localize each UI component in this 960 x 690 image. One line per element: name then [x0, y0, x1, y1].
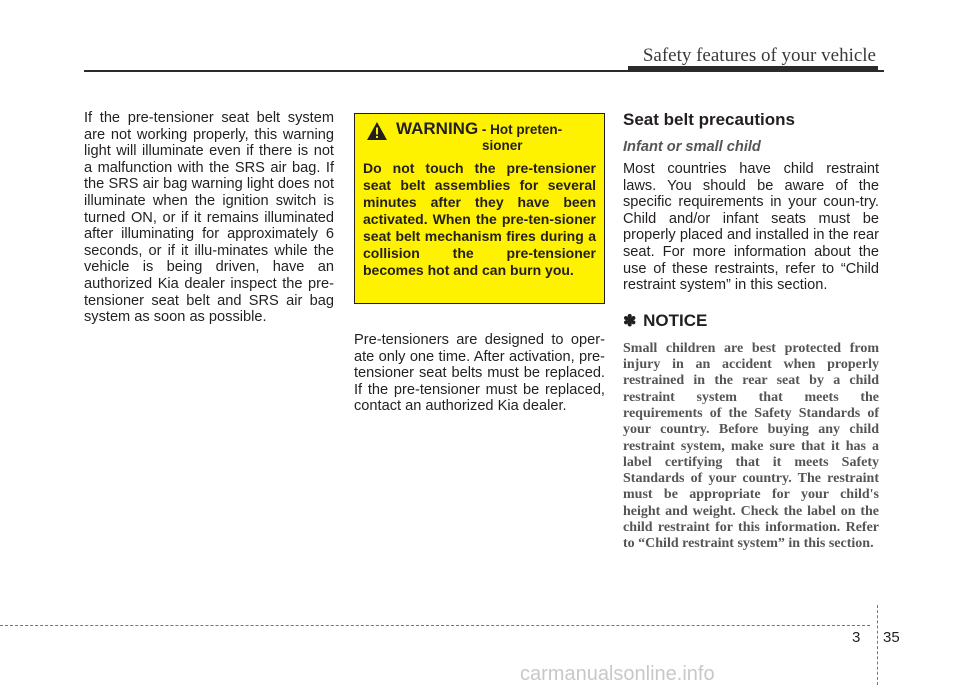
warning-triangle-icon	[366, 121, 388, 141]
notice-label: NOTICE	[643, 310, 708, 330]
body-paragraph: If the pre-tensioner seat belt system are not working properly, this warning light will illuminate even if there is not a malfunction with the SRS air bag. If the SRS air bag warning light does not illuminate when the ignition switch is turned ON, or if it remains illuminated after illuminating for approximately 6 seconds, or if it illu-minates while the vehicle is being driven, have an authorized Kia dealer inspect the pre-tensioner seat belt and SRS air bag system as soon as possible.	[84, 110, 334, 326]
warning-title	[396, 121, 562, 154]
warning-text: Do not touch the pre-tensioner seat belt assemblies for several minutes after they have been activated. When the pre-ten-sioner seat belt mechanism fires during a collision the pre-tensioner becomes hot and can burn you.	[363, 160, 596, 278]
subsection-title: Infant or small child	[623, 139, 761, 155]
body-paragraph: Most countries have child restraint laws. You should be aware of the specific requirements in your coun-try. Child and/or infant seats must be properly placed and installed in the rear seat. For more information about the use of these restraints, refer to “Child restraint system” in this section.	[623, 161, 879, 294]
column-right	[623, 110, 879, 553]
notice-title	[623, 311, 879, 331]
warning-subtitle: - Hot preten-	[478, 122, 563, 137]
section-title: Seat belt precautions	[623, 110, 795, 129]
warning-header	[363, 121, 596, 154]
page-number: 35	[883, 629, 900, 646]
column-left	[84, 110, 334, 326]
column-middle	[354, 113, 605, 415]
header-rule-accent	[628, 66, 878, 72]
notice-icon: ✽	[623, 312, 637, 330]
footer-divider	[877, 605, 878, 685]
warning-box	[354, 113, 605, 304]
warning-subtitle-continued: sioner	[482, 138, 523, 153]
page-chapter: 3	[852, 629, 861, 646]
header-title: Safety features of your vehicle	[642, 45, 876, 66]
body-paragraph: Pre-tensioners are designed to oper-ate only one time. After activation, pre-tensioner seat belts must be replaced. If the pre-tensioner must be replaced, contact an authorized Kia dealer.	[354, 332, 605, 415]
warning-word: WARNING	[396, 119, 479, 138]
watermark: carmanualsonline.info	[520, 663, 715, 685]
footer-rule	[0, 625, 870, 626]
notice-text: Small children are best protected from injury in an accident when properly restrained in the rear seat by a child restraint system that meets the requirements of the Safety Standards of your country. Before buying any child restraint system, make sure that it has a label certifying that it meets Safety Standards of your country. The restraint must be appropriate for your child's height and weight. Check the label on the child restraint for this information. Refer to “Child restraint system” in this section.	[623, 340, 879, 552]
